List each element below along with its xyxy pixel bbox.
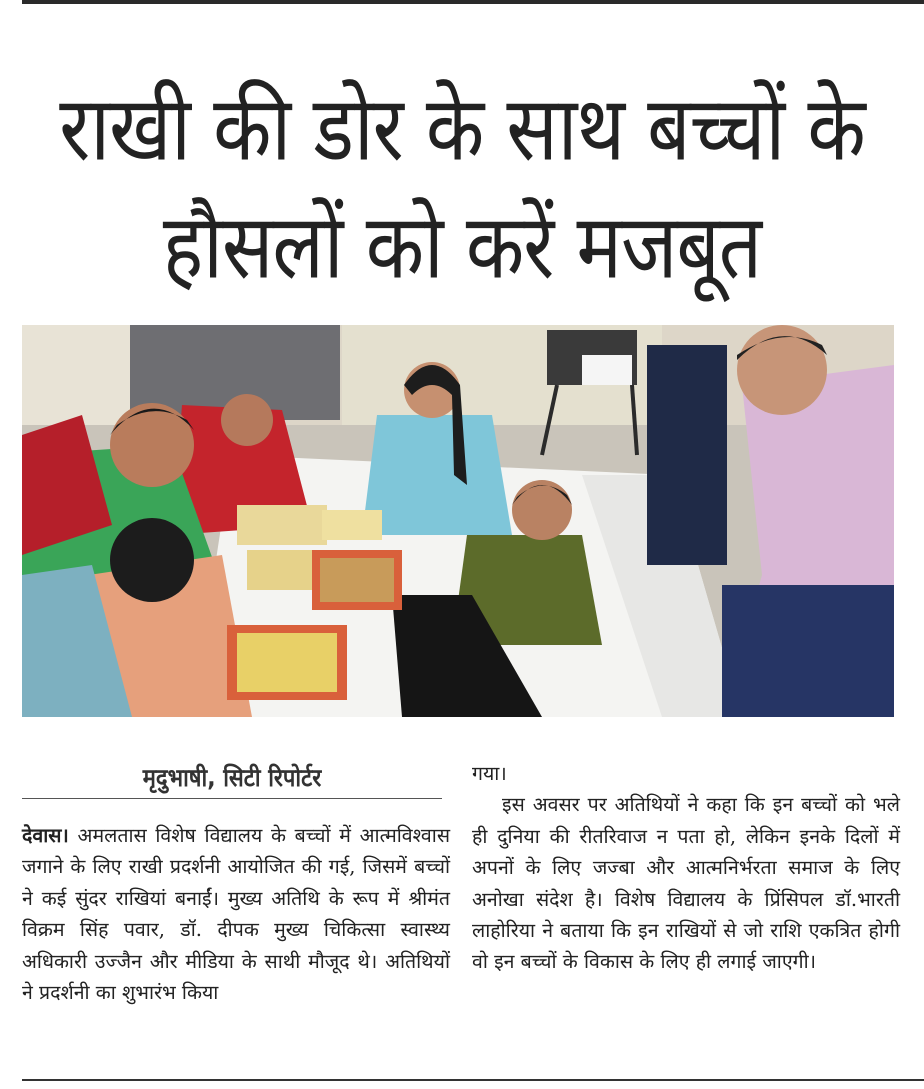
- bottom-rule: [22, 1079, 924, 1081]
- paragraph-1: [22, 820, 450, 1008]
- article-column-right: [472, 758, 900, 978]
- article-column-left: [22, 820, 450, 1008]
- photo-illustration: [22, 325, 894, 717]
- paragraph-1-continued: गया।: [472, 762, 507, 785]
- paragraph-2: इस अवसर पर अतिथियों ने कहा कि इन बच्चों को भले ही दुनिया की रीतरिवाज न पता हो, लेकिन इनके दिलों में अपनों के लिए जज्बा और आत्मनिर्भरता समाज के लिए अनोखा संदेश है। विशेष विद्यालय के प्रिंसिपल डॉ.भारती लाहोरिया ने बताया कि इन राखियों से जो राशि एकत्रित होगी वो इन बच्चों के विकास के लिए ही लगाई जाएगी।: [472, 793, 900, 974]
- headline: राखी की डोर के साथ बच्चों के हौसलों को करें मजबूत: [59, 75, 865, 299]
- byline-divider: [22, 798, 442, 799]
- paragraph-1-text: अमलतास विशेष विद्यालय के बच्चों में आत्मविश्वास जगाने के लिए राखी प्रदर्शनी आयोजित की गई, जिसमें बच्चों ने कई सुंदर राखियां बनाईं। मुख्य अतिथि के रूप में श्रीमंत विक्रम सिंह पवार, डॉ. दीपक मुख्य चिकित्सा स्वास्थ्य अधिकारी उज्जैन और मीडिया के साथी मौजूद थे। अतिथियों ने प्रदर्शनी का शुभारंभ किया: [22, 824, 450, 1005]
- article-photo: [22, 325, 894, 717]
- dateline: देवास।: [22, 824, 69, 847]
- top-rule: [22, 0, 924, 4]
- byline: मृदुभाषी, सिटी रिपोर्टर: [142, 764, 322, 793]
